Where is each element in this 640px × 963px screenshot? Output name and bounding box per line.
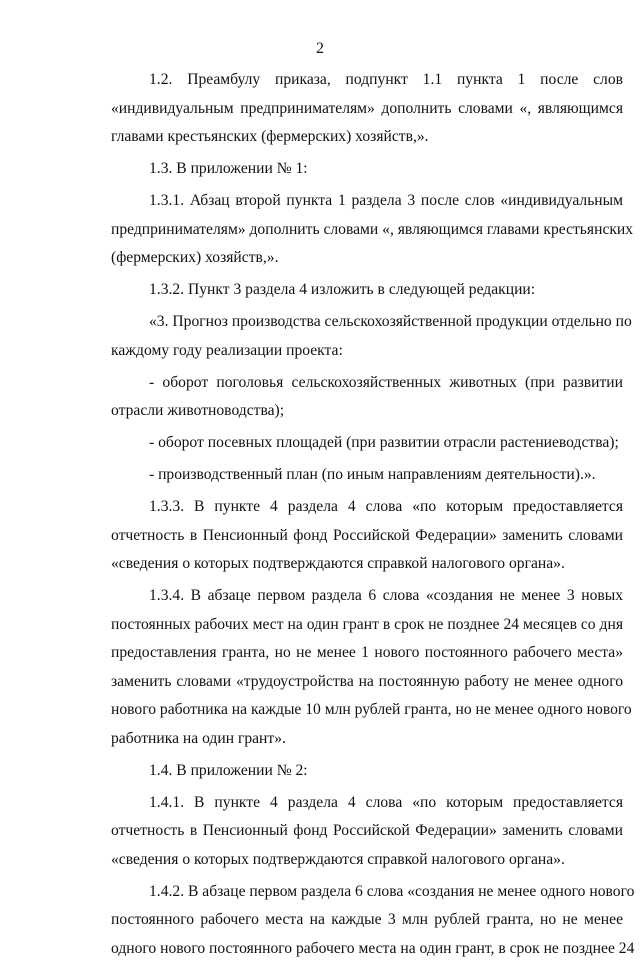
paragraph bbox=[111, 789, 623, 875]
paragraph-line: отрасли животноводства); bbox=[111, 397, 623, 426]
paragraph-line: (фермерских) хозяйств,». bbox=[111, 244, 623, 273]
paragraph-line: постоянного рабочего места на каждые 3 млн рублей гранта, но не менее bbox=[111, 906, 623, 935]
paragraph-line: 1.4.1. В пункте 4 раздела 4 слова «по которым предоставляется bbox=[111, 789, 623, 818]
paragraph-line: нового работника на каждые 10 млн рублей гранта, но не менее одного нового bbox=[111, 696, 623, 725]
paragraph bbox=[111, 493, 623, 579]
document-body bbox=[111, 66, 623, 963]
paragraph-line: 1.3.3. В пункте 4 раздела 4 слова «по которым предоставляется bbox=[111, 493, 623, 522]
paragraph-line: «индивидуальным предпринимателям» дополнить словами «, являющимся bbox=[111, 95, 623, 124]
paragraph-line: отчетность в Пенсионный фонд Российской Федерации» заменить словами bbox=[111, 522, 623, 551]
paragraph-line: 1.2. Преамбулу приказа, подпункт 1.1 пункта 1 после слов bbox=[111, 66, 623, 95]
paragraph-line: - оборот поголовья сельскохозяйственных животных (при развитии bbox=[111, 369, 623, 398]
paragraph-line: заменить словами «трудоустройства на постоянную работу не менее одного bbox=[111, 668, 623, 697]
paragraph-line: одного нового постоянного рабочего места на один грант, в срок не позднее 24 bbox=[111, 935, 623, 963]
paragraph-line: «сведения о которых подтверждаются справкой налогового органа». bbox=[111, 846, 623, 875]
paragraph bbox=[111, 582, 623, 753]
paragraph-line: главами крестьянских (фермерских) хозяйств,». bbox=[111, 123, 623, 152]
paragraph-line: «сведения о которых подтверждаются справкой налогового органа». bbox=[111, 550, 623, 579]
paragraph-line: 1.4. В приложении № 2: bbox=[111, 757, 623, 786]
paragraph-line: «3. Прогноз производства сельскохозяйственной продукции отдельно по bbox=[111, 308, 623, 337]
paragraph-line: отчетность в Пенсионный фонд Российской Федерации» заменить словами bbox=[111, 817, 623, 846]
paragraph-line: 1.3.4. В абзаце первом раздела 6 слова «создания не менее 3 новых bbox=[111, 582, 623, 611]
paragraph-line: 1.3.1. Абзац второй пункта 1 раздела 3 после слов «индивидуальным bbox=[111, 187, 623, 216]
paragraph-line: 1.3.2. Пункт 3 раздела 4 изложить в следующей редакции: bbox=[111, 276, 623, 305]
paragraph-line: предоставления гранта, но не менее 1 нового постоянного рабочего места» bbox=[111, 639, 623, 668]
paragraph bbox=[111, 429, 623, 458]
paragraph bbox=[111, 878, 623, 963]
paragraph bbox=[111, 308, 623, 365]
paragraph bbox=[111, 757, 623, 786]
paragraph bbox=[111, 187, 623, 273]
paragraph-line: - производственный план (по иным направлениям деятельности).». bbox=[111, 461, 623, 490]
paragraph-line: работника на один грант». bbox=[111, 725, 623, 754]
paragraph-line: предпринимателям» дополнить словами «, являющимся главами крестьянских bbox=[111, 216, 623, 245]
paragraph bbox=[111, 461, 623, 490]
paragraph bbox=[111, 66, 623, 152]
paragraph bbox=[111, 155, 623, 184]
paragraph-line: постоянных рабочих мест на один грант в срок не позднее 24 месяцев со дня bbox=[111, 611, 623, 640]
paragraph-line: 1.3. В приложении № 1: bbox=[111, 155, 623, 184]
paragraph-line: 1.4.2. В абзаце первом раздела 6 слова «создания не менее одного нового bbox=[111, 878, 623, 907]
paragraph-line: - оборот посевных площадей (при развитии отрасли растениеводства); bbox=[111, 429, 623, 458]
page-number: 2 bbox=[0, 40, 640, 58]
paragraph bbox=[111, 369, 623, 426]
paragraph bbox=[111, 276, 623, 305]
paragraph-line: каждому году реализации проекта: bbox=[111, 337, 623, 366]
